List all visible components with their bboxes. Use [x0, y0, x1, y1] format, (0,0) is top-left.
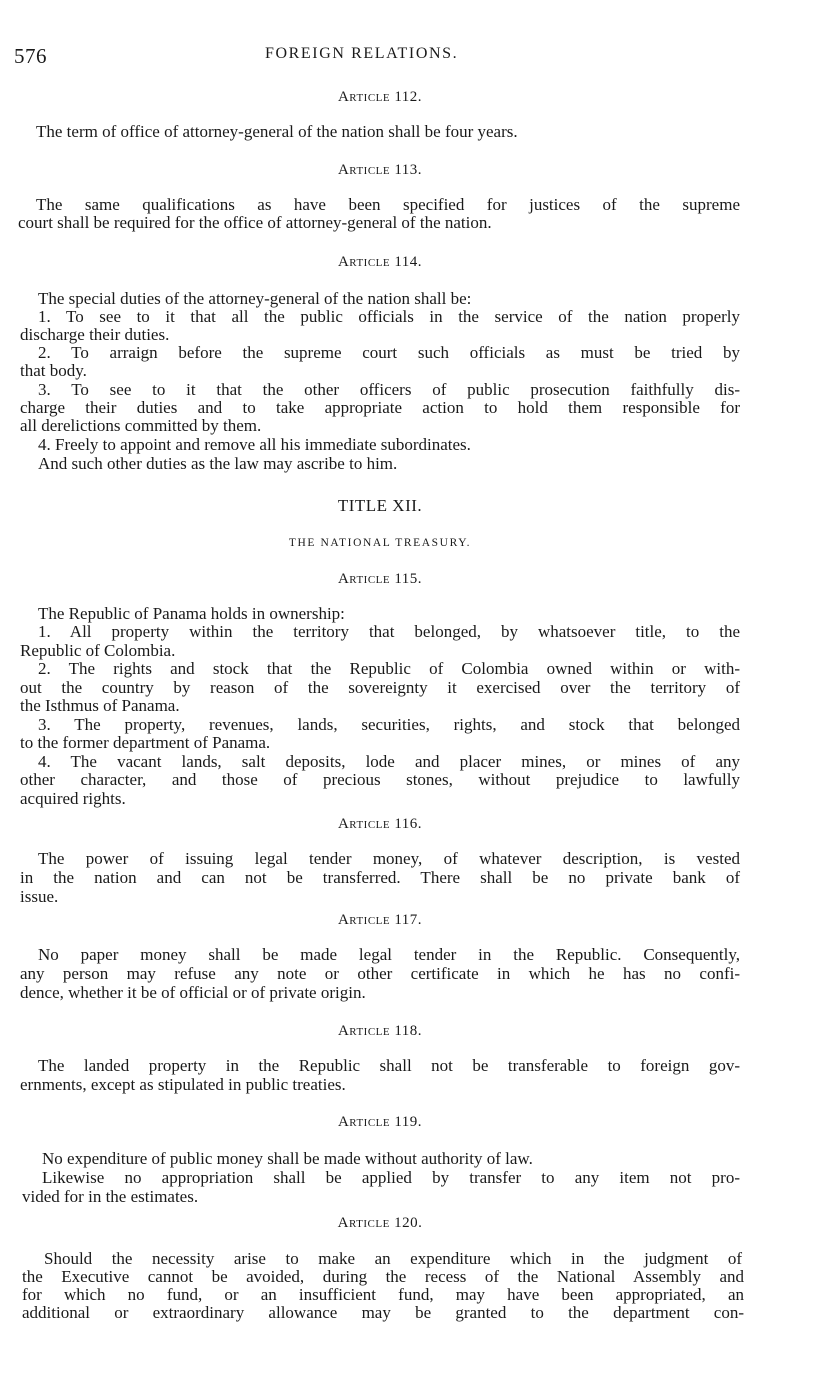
article-113-line: The same qualifications as have been specified for justices of the supreme: [36, 195, 740, 214]
article-115-line: the Isthmus of Panama.: [20, 696, 180, 715]
article-116-heading: Article 116.: [337, 816, 423, 832]
article-115-line: to the former department of Panama.: [20, 733, 271, 752]
article-114-line: 4. Freely to appoint and remove all his immediate subordinates.: [38, 435, 471, 454]
article-118-line: The landed property in the Republic shall not be transferable to foreign gov-: [38, 1056, 740, 1075]
article-116-line: in the nation and can not be transferred. There shall be no private bank of: [20, 868, 740, 887]
article-112-heading: Article 112.: [337, 89, 423, 105]
article-118-line: ernments, except as stipulated in public treaties.: [20, 1075, 346, 1094]
article-117-line: dence, whether it be of official or of private origin.: [20, 983, 366, 1002]
article-120-line: the Executive cannot be avoided, during the recess of the National Assembly and: [22, 1267, 744, 1286]
article-115-line: out the country by reason of the sovereignty it exercised over the territory of: [20, 678, 740, 697]
article-114-line: The special duties of the attorney-general of the nation shall be:: [38, 289, 472, 308]
article-120-heading: Article 120.: [337, 1215, 423, 1231]
article-114-line: 2. To arraign before the supreme court such officials as must be tried by: [38, 343, 740, 362]
article-115-line: 3. The property, revenues, lands, securities, rights, and stock that belonged: [38, 715, 740, 734]
article-116-line: issue.: [20, 887, 59, 906]
article-115-line: 1. All property within the territory that belonged, by whatsoever title, to the: [38, 622, 740, 641]
article-115-heading: Article 115.: [337, 571, 423, 587]
article-115-line: acquired rights.: [20, 789, 126, 808]
title-heading: TITLE XII.: [337, 496, 423, 515]
article-113-line: court shall be required for the office of attorney-general of the nation.: [18, 213, 492, 232]
article-115-line: The Republic of Panama holds in ownership:: [38, 604, 345, 623]
article-115-line: Republic of Colombia.: [20, 641, 176, 660]
article-114-heading: Article 114.: [337, 254, 423, 270]
article-113-heading: Article 113.: [337, 162, 423, 178]
article-114-line: And such other duties as the law may ascribe to him.: [38, 454, 398, 473]
running-title: FOREIGN RELATIONS.: [265, 45, 459, 62]
article-119-line: vided for in the estimates.: [22, 1187, 199, 1206]
article-114-line: charge their duties and to take appropriate action to hold them responsible for: [20, 398, 740, 417]
article-115-line: 2. The rights and stock that the Republic of Colombia owned within or with-: [38, 659, 740, 678]
article-119-line: No expenditure of public money shall be made without authority of law.: [42, 1149, 533, 1168]
article-117-line: No paper money shall be made legal tender in the Republic. Consequently,: [38, 945, 740, 964]
article-114-line: all derelictions committed by them.: [20, 416, 262, 435]
title-subheading: THE NATIONAL TREASURY.: [288, 537, 472, 549]
article-114-line: 3. To see to it that the other officers of public prosecution faithfully dis-: [38, 380, 740, 399]
article-112-text: The term of office of attorney-general of the nation shall be four years.: [36, 122, 518, 141]
article-115-line: 4. The vacant lands, salt deposits, lode and placer mines, or mines of any: [38, 752, 740, 771]
article-117-line: any person may refuse any note or other certificate in which he has no confi-: [20, 964, 740, 983]
article-120-line: additional or extraordinary allowance may be granted to the department con-: [22, 1303, 744, 1322]
article-115-line: other character, and those of precious stones, without prejudice to lawfully: [20, 770, 740, 789]
article-116-line: The power of issuing legal tender money, of whatever description, is vested: [38, 849, 740, 868]
article-120-line: for which no fund, or an insufficient fund, may have been appropriated, an: [22, 1285, 744, 1304]
article-117-heading: Article 117.: [337, 912, 423, 928]
article-120-line: Should the necessity arise to make an expenditure which in the judgment of: [44, 1249, 742, 1268]
article-114-line: 1. To see to it that all the public officials in the service of the nation properly: [38, 307, 740, 326]
article-114-line: that body.: [20, 361, 87, 380]
article-119-line: Likewise no appropriation shall be applied by transfer to any item not pro-: [42, 1168, 740, 1187]
article-114-line: discharge their duties.: [20, 325, 170, 344]
article-119-heading: Article 119.: [337, 1114, 423, 1130]
article-118-heading: Article 118.: [337, 1023, 423, 1039]
page-number: 576: [14, 44, 47, 68]
